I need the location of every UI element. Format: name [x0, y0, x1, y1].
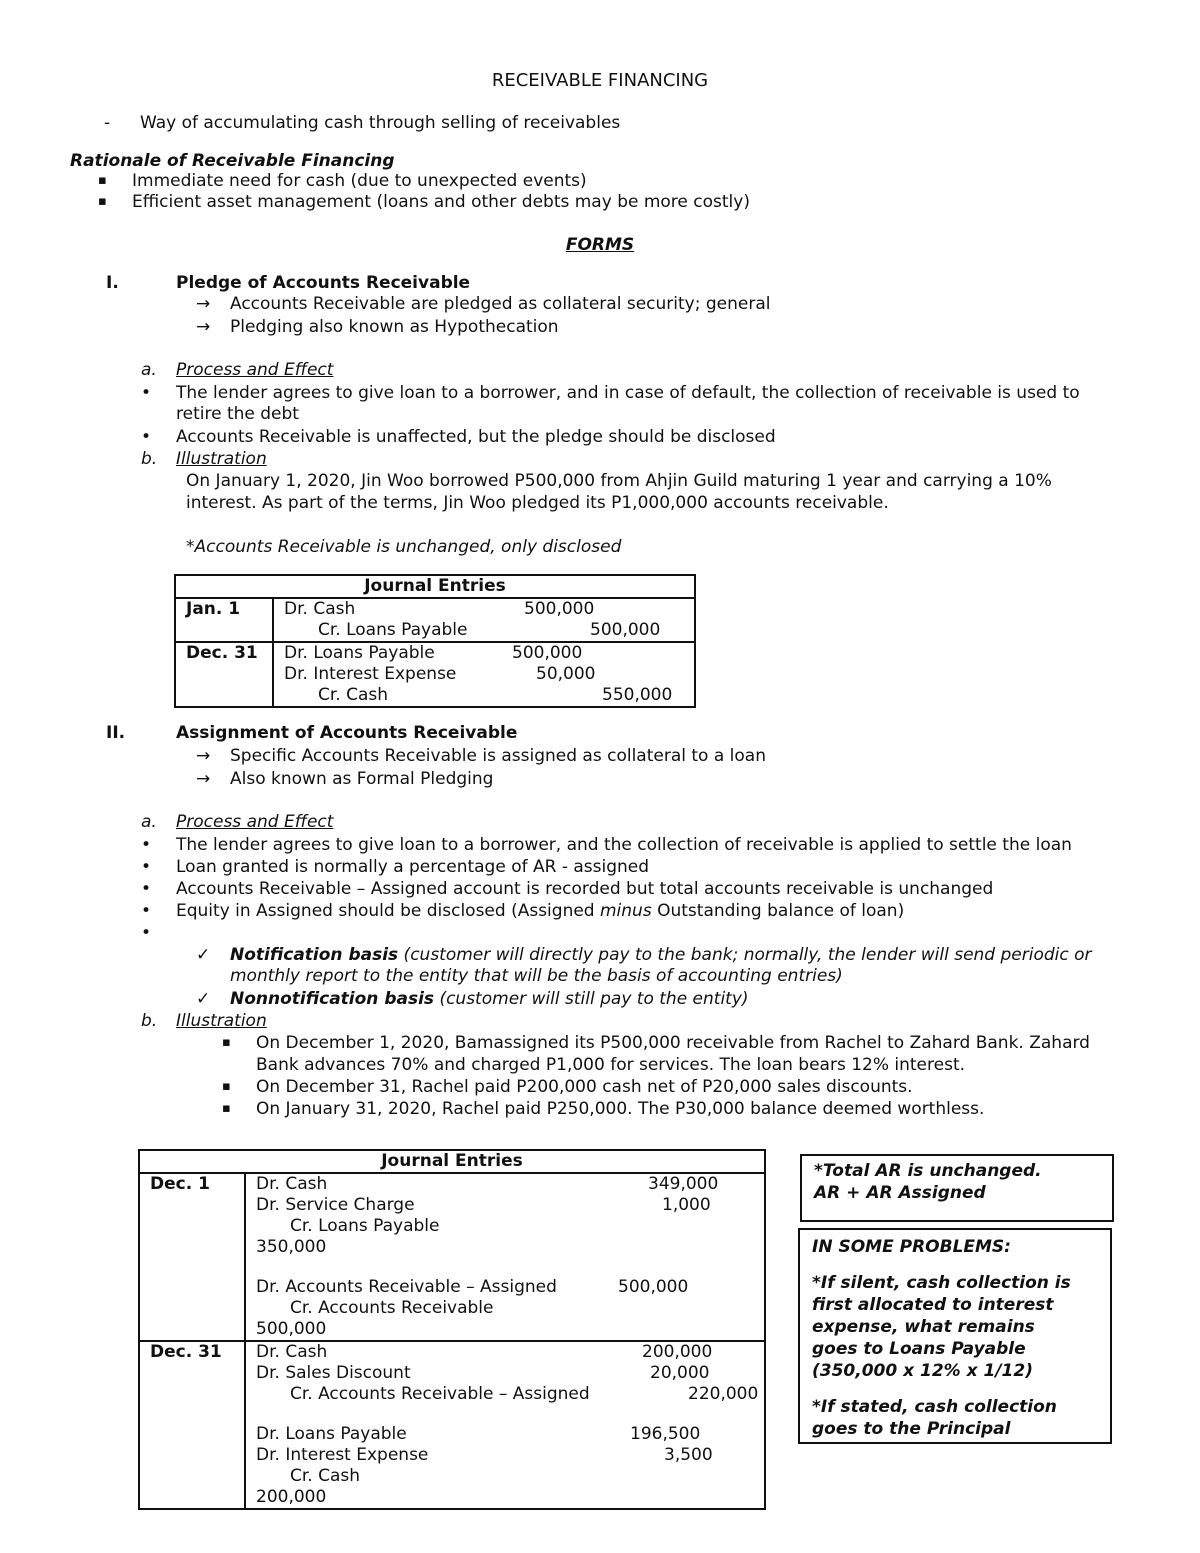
note-box-problems [798, 1228, 1112, 1444]
account-name: Dr. Accounts Receivable – Assigned [256, 1277, 557, 1297]
journal-entry [245, 1341, 765, 1509]
arrow-item: Also known as Formal Pledging [230, 769, 494, 789]
section-heading: Pledge of Accounts Receivable [176, 273, 471, 293]
rationale-item: Immediate need for cash (due to unexpected events) [132, 171, 587, 191]
amount: 220,000 [688, 1384, 759, 1404]
amount: 20,000 [650, 1363, 710, 1383]
note-box-total-ar [800, 1154, 1114, 1222]
equity-text: Equity in Assigned should be disclosed (Assigned [176, 901, 600, 921]
bullet-text: The lender agrees to give loan to a borrower, and the collection of receivable is applied to settle the loan [176, 835, 1072, 855]
nonnotification-basis [230, 988, 749, 1010]
note-text: *Accounts Receivable is unchanged, only disclosed [186, 537, 622, 557]
illustration-text: On December 1, 2020, Bamassigned its P500,000 receivable from Rachel to Zahard Bank. Zahard [256, 1033, 1090, 1053]
journal-entry [273, 598, 695, 642]
section-numeral: II. [106, 723, 126, 743]
amount: 50,000 [536, 664, 596, 684]
dot-bullet: • [141, 427, 152, 447]
journal-table [138, 1149, 766, 1510]
notification-label: Notification basis [230, 945, 399, 965]
journal-date: Dec. 1 [139, 1173, 245, 1341]
account-name: Cr. Loans Payable [318, 620, 468, 640]
account-name: Cr. Loans Payable [290, 1216, 440, 1236]
note-line: *If stated, cash collection [812, 1397, 1057, 1417]
amount: 200,000 [256, 1487, 327, 1507]
rationale-bullet: ▪ [98, 173, 107, 188]
page-title: RECEIVABLE FINANCING [491, 70, 709, 91]
journal-header: Journal Entries [175, 575, 695, 598]
account-name: Dr. Loans Payable [256, 1424, 407, 1444]
journal-table [174, 574, 696, 708]
amount: 500,000 [256, 1319, 327, 1339]
sub-label: b. [141, 1011, 158, 1031]
check-icon: ✓ [196, 989, 211, 1009]
sub-label: a. [141, 360, 157, 380]
bullet-text [176, 900, 904, 922]
arrow-icon: → [196, 294, 211, 314]
note-line: *If silent, cash collection is [812, 1273, 1071, 1293]
illustration-text: interest. As part of the terms, Jin Woo pledged its P1,000,000 accounts receivable. [186, 493, 889, 513]
arrow-item: Pledging also known as Hypothecation [230, 317, 559, 337]
journal-date: Dec. 31 [175, 642, 273, 707]
illustration-text: On January 31, 2020, Rachel paid P250,000. The P30,000 balance deemed worthless. [256, 1099, 985, 1119]
equity-minus: minus [600, 901, 652, 921]
note-line: (350,000 x 12% x 1/12) [812, 1361, 1033, 1381]
sub-label: b. [141, 449, 158, 469]
journal-date: Jan. 1 [175, 598, 273, 642]
illustration-text: On December 31, Rachel paid P200,000 cash net of P20,000 sales discounts. [256, 1077, 913, 1097]
square-bullet: ▪ [222, 1101, 231, 1116]
account-name: Cr. Accounts Receivable [290, 1298, 494, 1318]
notification-text-cont: monthly report to the entity that will be the basis of accounting entries) [230, 966, 843, 986]
dot-bullet: • [141, 857, 152, 877]
amount: 349,000 [648, 1174, 719, 1194]
account-name: Cr. Accounts Receivable – Assigned [290, 1384, 590, 1404]
account-name: Dr. Loans Payable [284, 643, 435, 663]
journal-entry [273, 642, 695, 707]
amount: 196,500 [630, 1424, 701, 1444]
definition-text: Way of accumulating cash through selling of receivables [140, 113, 621, 133]
dot-bullet: • [141, 383, 152, 403]
sub-heading: Illustration [176, 1011, 267, 1031]
illustration-text: On January 1, 2020, Jin Woo borrowed P500,000 from Ahjin Guild maturing 1 year and carrying a 10% [186, 471, 1052, 491]
account-name: Dr. Service Charge [256, 1195, 415, 1215]
arrow-icon: → [196, 769, 211, 789]
note-line: IN SOME PROBLEMS: [812, 1237, 1011, 1257]
account-name: Dr. Cash [256, 1174, 328, 1194]
note-line: expense, what remains [812, 1317, 1035, 1337]
nonnotification-label: Nonnotification basis [230, 989, 435, 1009]
note-line: goes to the Principal [812, 1419, 1011, 1439]
account-name: Dr. Interest Expense [256, 1445, 429, 1465]
bullet-text: retire the debt [176, 404, 299, 424]
check-icon: ✓ [196, 945, 211, 965]
rationale-bullet: ▪ [98, 194, 107, 209]
dot-bullet: • [141, 879, 152, 899]
note-line: first allocated to interest [812, 1295, 1054, 1315]
notification-basis [230, 944, 1092, 966]
note-line: *Total AR is unchanged. [814, 1161, 1042, 1181]
account-name: Dr. Cash [284, 599, 356, 619]
note-line: goes to Loans Payable [812, 1339, 1026, 1359]
arrow-icon: → [196, 746, 211, 766]
forms-heading: FORMS [565, 235, 635, 255]
definition-dash: - [104, 113, 111, 133]
journal-date: Dec. 31 [139, 1341, 245, 1509]
amount: 200,000 [642, 1342, 713, 1362]
sub-label: a. [141, 812, 157, 832]
amount: 3,500 [664, 1445, 713, 1465]
account-name: Cr. Cash [318, 685, 389, 705]
sub-heading: Process and Effect [176, 360, 334, 380]
amount: 1,000 [662, 1195, 711, 1215]
note-line: AR + AR Assigned [814, 1183, 986, 1203]
sub-heading: Process and Effect [176, 812, 334, 832]
dot-bullet: • [141, 835, 152, 855]
notification-text: (customer will directly pay to the bank; normally, the lender will send periodic or [398, 945, 1092, 965]
account-name: Dr. Cash [256, 1342, 328, 1362]
amount: 550,000 [602, 685, 673, 705]
amount: 500,000 [512, 643, 583, 663]
equity-text: Outstanding balance of loan) [651, 901, 905, 921]
amount: 500,000 [618, 1277, 689, 1297]
arrow-item: Accounts Receivable are pledged as collateral security; general [230, 294, 771, 314]
rationale-heading: Rationale of Receivable Financing [70, 151, 395, 171]
account-name: Dr. Sales Discount [256, 1363, 411, 1383]
account-name: Dr. Interest Expense [284, 664, 457, 684]
dot-bullet: • [141, 901, 152, 921]
section-heading: Assignment of Accounts Receivable [176, 723, 518, 743]
section-numeral: I. [106, 273, 119, 293]
illustration-text: Bank advances 70% and charged P1,000 for services. The loan bears 12% interest. [256, 1055, 966, 1075]
amount: 500,000 [590, 620, 661, 640]
sub-heading: Illustration [176, 449, 267, 469]
rationale-item: Efficient asset management (loans and other debts may be more costly) [132, 192, 750, 212]
square-bullet: ▪ [222, 1079, 231, 1094]
amount: 350,000 [256, 1237, 327, 1257]
bullet-text: The lender agrees to give loan to a borrower, and in case of default, the collection of receivable is used to [176, 383, 1080, 403]
arrow-item: Specific Accounts Receivable is assigned as collateral to a loan [230, 746, 766, 766]
arrow-icon: → [196, 317, 211, 337]
nonnotification-text: (customer will still pay to the entity) [434, 989, 749, 1009]
journal-header: Journal Entries [139, 1150, 765, 1173]
dot-bullet: • [141, 923, 152, 943]
account-name: Cr. Cash [290, 1466, 361, 1486]
bullet-text: Loan granted is normally a percentage of AR - assigned [176, 857, 650, 877]
square-bullet: ▪ [222, 1035, 231, 1050]
bullet-text: Accounts Receivable is unaffected, but the pledge should be disclosed [176, 427, 776, 447]
bullet-text: Accounts Receivable – Assigned account is recorded but total accounts receivable is unchanged [176, 879, 994, 899]
journal-entry [245, 1173, 765, 1341]
amount: 500,000 [524, 599, 595, 619]
